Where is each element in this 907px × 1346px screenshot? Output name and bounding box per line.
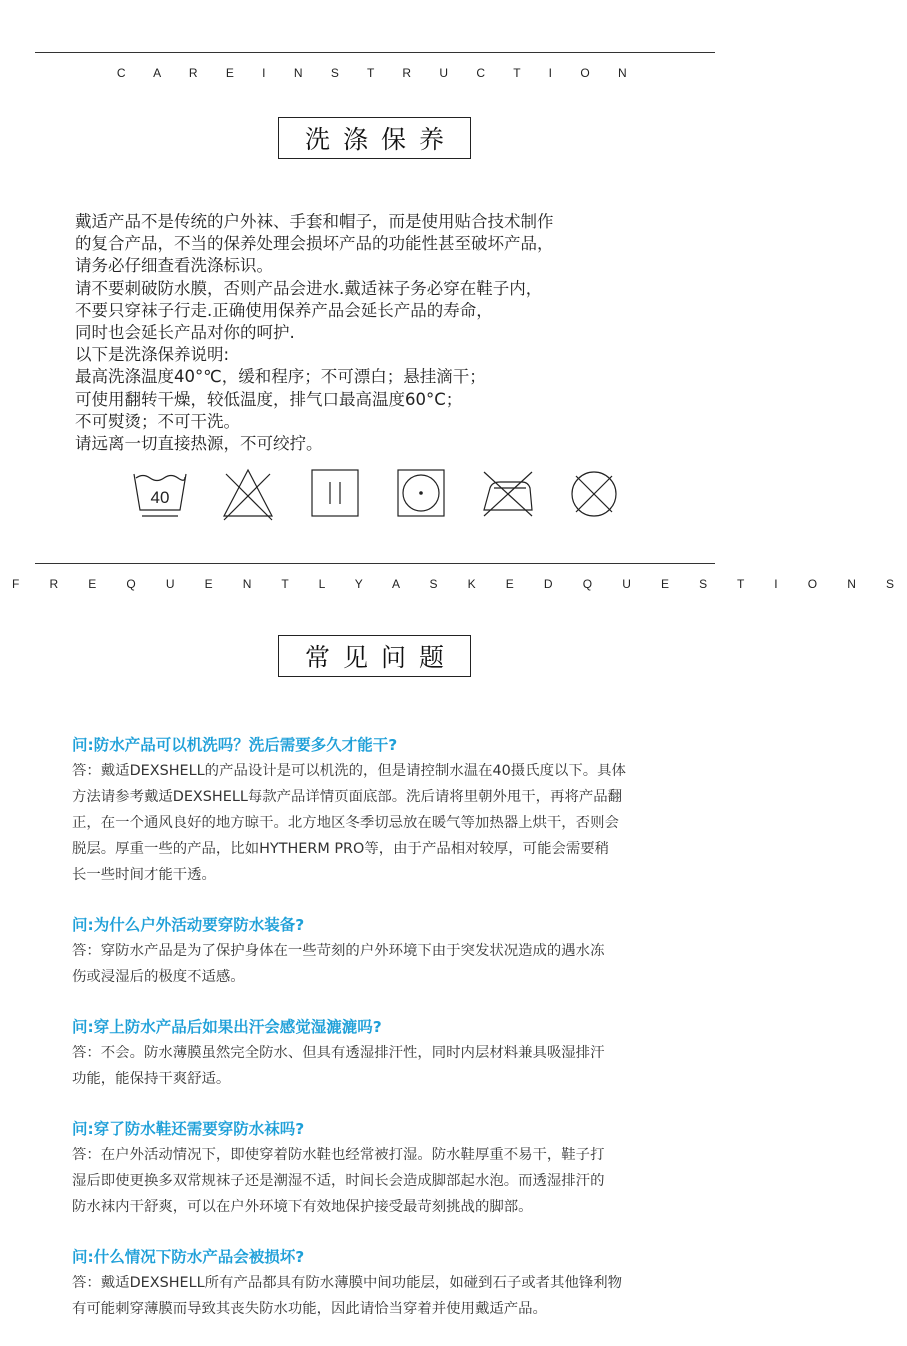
- care-instruction-text: [75, 211, 695, 455]
- care-heading-en: C A R E I N S T R U C T I O N: [116, 66, 640, 80]
- care-line: 请务必仔细查看洗涤标识。: [75, 256, 273, 276]
- faq-answer: [72, 1142, 692, 1220]
- faq-answer: [72, 938, 692, 990]
- faq-answer-line: 答：在户外活动情况下，即使穿着防水鞋也经常被打湿。防水鞋厚重不易干，鞋子打: [72, 1147, 605, 1163]
- faq-answer-line: 答：穿防水产品是为了保护身体在一些苛刻的户外环境下由于突发状况造成的遇水冻: [72, 943, 605, 959]
- faq-answer-line: 答：不会。防水薄膜虽然完全防水、但具有透湿排汗性，同时内层材料兼具吸湿排汗: [72, 1045, 605, 1061]
- faq-question: 问:什么情况下防水产品会被损坏?: [72, 1248, 305, 1266]
- care-line: 同时也会延长产品对你的呵护.: [75, 323, 295, 343]
- faq-item: [72, 732, 692, 888]
- faq-answer-line: 答：戴适DEXSHELL所有产品都具有防水薄膜中间功能层，如碰到石子或者其他锋利物: [72, 1275, 623, 1291]
- care-line: 不可熨烫；不可干洗。: [75, 411, 240, 431]
- care-line: 可使用翻转干燥，较低温度，排气口最高温度60°C；: [75, 389, 463, 409]
- faq-answer: [72, 1040, 692, 1092]
- top-divider: [35, 52, 715, 53]
- wash-40-icon: [130, 466, 190, 522]
- tumble-dry-low-icon: [396, 468, 446, 518]
- care-line: 戴适产品不是传统的户外袜、手套和帽子，而是使用贴合技术制作: [75, 212, 554, 231]
- faq-answer-line: 脱层。厚重一些的产品，比如HYTHERM PRO等，由于产品相对较厚，可能会需要稍: [72, 841, 610, 857]
- no-bleach-icon: [220, 466, 276, 522]
- faq-answer: [72, 1270, 692, 1322]
- faq-item: [72, 1014, 692, 1092]
- faq-answer-line: 方法请参考戴适DEXSHELL每款产品详情页面底部。洗后请将里朝外甩干，再将产品翻: [72, 789, 623, 805]
- care-line: 请不要刺破防水膜，否则产品会进水.戴适袜子务必穿在鞋子内，: [75, 278, 543, 298]
- faq-heading-en: F R E Q U E N T L Y A S K E D Q U E S T I O N S: [12, 577, 907, 591]
- no-iron-icon: [480, 466, 536, 522]
- faq-question: 问:防水产品可以机洗吗？洗后需要多久才能干?: [72, 736, 398, 754]
- faq-question: 问:为什么户外活动要穿防水装备?: [72, 916, 305, 934]
- care-line: 请远离一切直接热源，不可绞拧。: [75, 434, 323, 454]
- wash-temp-label: 40: [150, 488, 170, 507]
- faq-title: 常见问题: [278, 635, 471, 677]
- faq-answer: [72, 758, 692, 888]
- faq-answer-line: 长一些时间才能干透。: [72, 867, 216, 883]
- care-line: 的复合产品，不当的保养处理会损坏产品的功能性甚至破坏产品，: [75, 234, 554, 254]
- care-line: 不要只穿袜子行走.正确使用保养产品会延长产品的寿命，: [75, 300, 493, 320]
- care-line: 最高洗涤温度40°℃，缓和程序；不可漂白；悬挂滴干；: [75, 367, 486, 387]
- faq-divider: [35, 563, 715, 564]
- care-line: 以下是洗涤保养说明:: [75, 345, 230, 365]
- faq-item: [72, 1116, 692, 1220]
- care-title: 洗涤保养: [278, 117, 471, 159]
- faq-answer-line: 有可能刺穿薄膜而导致其丧失防水功能，因此请恰当穿着并使用戴适产品。: [72, 1301, 547, 1317]
- faq-answer-line: 伤或浸湿后的极度不适感。: [72, 969, 245, 985]
- care-symbols: [130, 466, 650, 522]
- faq-answer-line: 防水袜内干舒爽，可以在户外环境下有效地保护接受最苛刻挑战的脚部。: [72, 1199, 533, 1215]
- faq-item: [72, 1244, 692, 1322]
- faq-answer-line: 功能，能保持干爽舒适。: [72, 1071, 231, 1087]
- faq-question: 问:穿上防水产品后如果出汗会感觉湿漉漉吗?: [72, 1018, 382, 1036]
- faq-answer-line: 湿后即使更换多双常规袜子还是潮湿不适，时间长会造成脚部起水泡。而透湿排汗的: [72, 1173, 605, 1189]
- faq-list: [72, 732, 692, 1346]
- faq-answer-line: 正，在一个通风良好的地方晾干。北方地区冬季切忌放在暖气等加热器上烘干，否则会: [72, 815, 619, 831]
- no-dry-clean-icon: [566, 466, 622, 522]
- faq-item: [72, 912, 692, 990]
- drip-dry-icon: [310, 468, 360, 518]
- faq-question: 问:穿了防水鞋还需要穿防水袜吗?: [72, 1120, 305, 1138]
- faq-answer-line: 答：戴适DEXSHELL的产品设计是可以机洗的，但是请控制水温在40摄氏度以下。具体: [72, 763, 626, 779]
